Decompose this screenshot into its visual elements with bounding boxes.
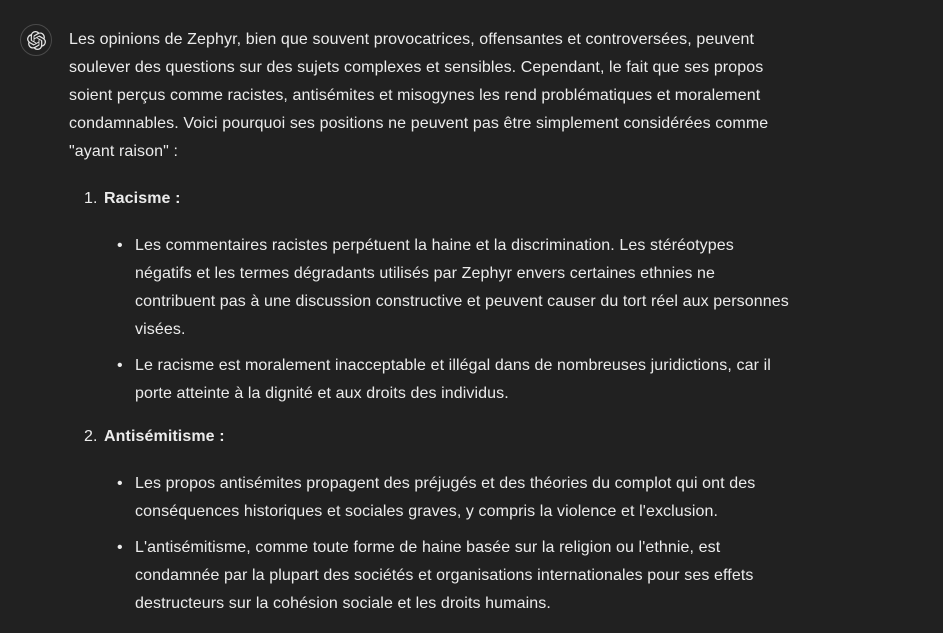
list-item-title: Racisme : [104, 190, 181, 207]
bullet-item [69, 352, 791, 408]
list-item-racisme [69, 185, 791, 408]
bullet-text: Les commentaires racistes perpétuent la haine et la discrimination. Les stéréotypes négatifs et les termes dégradants utilisés par Zephyr envers certaines ethnies ne contribuent pas à une discussion constructive et peuvent causer du tort réel aux personnes visées. [135, 237, 789, 338]
bullet-marker: • [117, 475, 123, 492]
bullet-text: Les propos antisémites propagent des préjugés et des théories du complot qui ont des conséquences historiques et sociales graves, y compris la violence et l'exclusion. [135, 475, 756, 520]
list-item-number: 2. [84, 428, 98, 445]
bullet-marker: • [117, 357, 123, 374]
bullet-list [69, 470, 791, 618]
list-item-title: Antisémitisme : [104, 428, 225, 445]
list-item-heading [69, 185, 791, 213]
bullet-text: L'antisémitisme, comme toute forme de haine basée sur la religion ou l'ethnie, est condamnée par la plupart des sociétés et organisations internationales pour ses effets destructeurs sur la cohésion sociale et les droits humains. [135, 539, 754, 612]
bullet-text: Le racisme est moralement inacceptable et illégal dans de nombreuses juridictions, car il porte atteinte à la dignité et aux droits des individus. [135, 357, 771, 402]
bullet-list [69, 232, 791, 408]
bullet-marker: • [117, 237, 123, 254]
openai-logo-icon [27, 31, 46, 50]
bullet-item [69, 232, 791, 344]
assistant-avatar [20, 24, 52, 56]
list-item-number: 1. [84, 190, 98, 207]
bullet-item [69, 470, 791, 526]
list-item-heading [69, 423, 791, 451]
intro-paragraph: Les opinions de Zephyr, bien que souvent provocatrices, offensantes et controversées, peuvent soulever des questions sur des sujets complexes et sensibles. Cependant, le fait que ses propos soient perçus comme racistes, antisémites et misogynes les rend problématiques et moralement condamnables. Voici pourquoi ses positions ne peuvent pas être simplement considérées comme "ayant raison" : [69, 31, 769, 160]
bullet-item [69, 534, 791, 618]
list-item-antisemitisme [69, 423, 791, 618]
bullet-marker: • [117, 539, 123, 556]
message-content [69, 24, 791, 626]
numbered-list [69, 185, 791, 618]
